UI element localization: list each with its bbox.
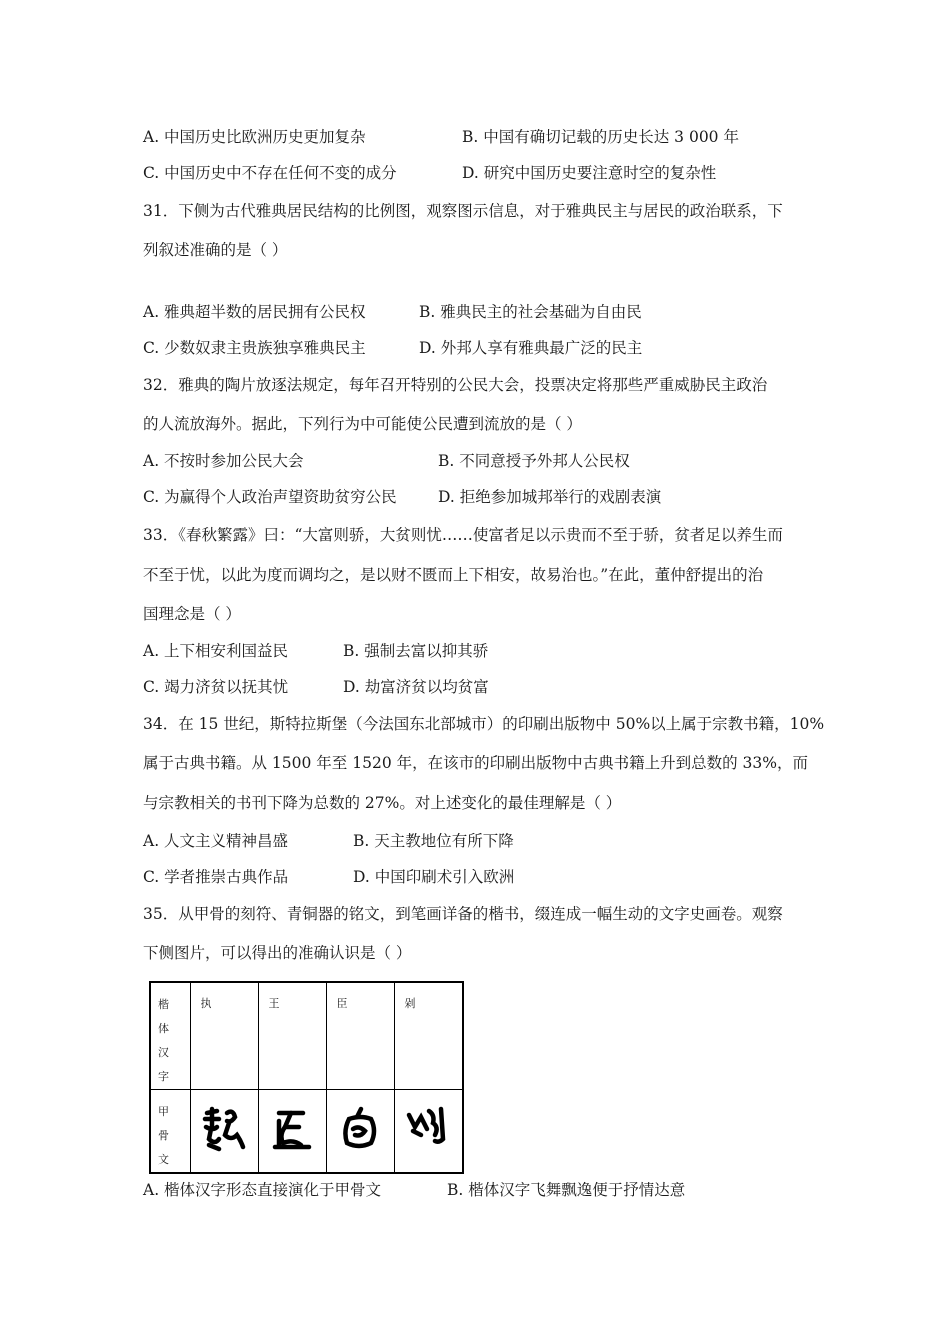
q32-stem-line-2: 的人流放海外。据此，下列行为中可能使公民遭到流放的是（ ） bbox=[143, 415, 582, 433]
q31-option-a: A. 雅典超半数的居民拥有公民权 bbox=[143, 303, 366, 321]
q30-option-d: D. 研究中国历史要注意时空的复杂性 bbox=[462, 164, 717, 182]
q35-stem-line-2: 下侧图片，可以得出的准确认识是（ ） bbox=[143, 944, 412, 962]
q31-option-d: D. 外邦人享有雅典最广泛的民主 bbox=[419, 339, 643, 357]
q33-stem-line-1: 33．《春秋繁露》曰：“大富则骄，大贫则忧……使富者足以示贵而不至于骄，贫者足以养生而 bbox=[143, 526, 783, 544]
kaishu-row bbox=[150, 982, 463, 1090]
oracle-bone-glyph-1 bbox=[190, 1090, 258, 1174]
oracle-bone-glyph-2 bbox=[258, 1090, 326, 1174]
q31-stem-line-1: 31．下侧为古代雅典居民结构的比例图，观察图示信息，对于雅典民主与居民的政治联系，下 bbox=[143, 202, 783, 220]
q34-option-a: A. 人文主义精神昌盛 bbox=[143, 832, 289, 850]
oracle-zhi-glyph bbox=[201, 1105, 247, 1153]
q32-option-b: B. 不同意授予外邦人公民权 bbox=[438, 452, 630, 470]
oracle-bone-row bbox=[150, 1090, 463, 1174]
q32-option-a: A. 不按时参加公民大会 bbox=[143, 452, 304, 470]
kaishu-char-4: 剁 bbox=[394, 982, 463, 1090]
oracle-bone-glyph-4 bbox=[394, 1090, 463, 1174]
oracle-duo-glyph bbox=[405, 1105, 451, 1153]
q31-option-b: B. 雅典民主的社会基础为自由民 bbox=[419, 303, 642, 321]
oracle-chen-glyph bbox=[337, 1105, 383, 1153]
q32-stem-line-1: 32．雅典的陶片放逐法规定，每年召开特别的公民大会，投票决定将那些严重威胁民主政治 bbox=[143, 376, 768, 394]
q32-option-c: C. 为赢得个人政治声望资助贫穷公民 bbox=[143, 488, 397, 506]
q30-option-c: C. 中国历史中不存在任何不变的成分 bbox=[143, 164, 397, 182]
q33-stem-line-2: 不至于忧，以此为度而调均之，是以财不匮而上下相安，故易治也。”在此，董仲舒提出的治 bbox=[143, 566, 764, 584]
q31-option-c: C. 少数奴隶主贵族独享雅典民主 bbox=[143, 339, 366, 357]
kaishu-row-header: 楷 体 汉 字 bbox=[150, 982, 190, 1090]
q35-option-a: A. 楷体汉字形态直接演化于甲骨文 bbox=[143, 1181, 382, 1199]
q34-stem-line-3: 与宗教相关的书刊下降为总数的 27%。对上述变化的最佳理解是（ ） bbox=[143, 794, 622, 812]
q34-stem-line-1: 34．在 15 世纪，斯特拉斯堡（今法国东北部城市）的印刷出版物中 50%以上属于宗教书籍，10% bbox=[143, 715, 825, 733]
q33-stem-line-3: 国理念是（ ） bbox=[143, 605, 241, 623]
q31-stem-line-2: 列叙述准确的是（ ） bbox=[143, 241, 288, 259]
q32-option-d: D. 拒绝参加城邦举行的戏剧表演 bbox=[438, 488, 662, 506]
q34-option-b: B. 天主教地位有所下降 bbox=[353, 832, 514, 850]
q34-option-d: D. 中国印刷术引入欧洲 bbox=[353, 868, 515, 886]
kaishu-char-3: 臣 bbox=[326, 982, 394, 1090]
q30-option-a: A. 中国历史比欧洲历史更加复杂 bbox=[143, 128, 366, 146]
kaishu-char-2: 王 bbox=[258, 982, 326, 1090]
oracle-wang-glyph bbox=[269, 1105, 315, 1153]
q33-option-b: B. 强制去富以抑其骄 bbox=[343, 642, 489, 660]
q35-stem-line-1: 35．从甲骨的刻符、青铜器的铭文，到笔画详备的楷书，缀连成一幅生动的文字史画卷。观察 bbox=[143, 905, 783, 923]
q34-stem-line-2: 属于古典书籍。从 1500 年至 1520 年，在该市的印刷出版物中古典书籍上升到总数的 33%，而 bbox=[143, 754, 808, 772]
q33-option-c: C. 竭力济贫以抚其忧 bbox=[143, 678, 289, 696]
kaishu-char-1: 执 bbox=[190, 982, 258, 1090]
q30-option-b: B. 中国有确切记载的历史长达 3 000 年 bbox=[462, 128, 739, 146]
script-comparison-table bbox=[149, 981, 464, 1174]
oracle-bone-glyph-3 bbox=[326, 1090, 394, 1174]
q35-option-b: B. 楷体汉字飞舞飘逸便于抒情达意 bbox=[447, 1181, 686, 1199]
q33-option-d: D. 劫富济贫以均贫富 bbox=[343, 678, 489, 696]
oracle-bone-row-header: 甲 骨 文 bbox=[150, 1090, 190, 1174]
q34-option-c: C. 学者推崇古典作品 bbox=[143, 868, 289, 886]
q33-option-a: A. 上下相安利国益民 bbox=[143, 642, 289, 660]
